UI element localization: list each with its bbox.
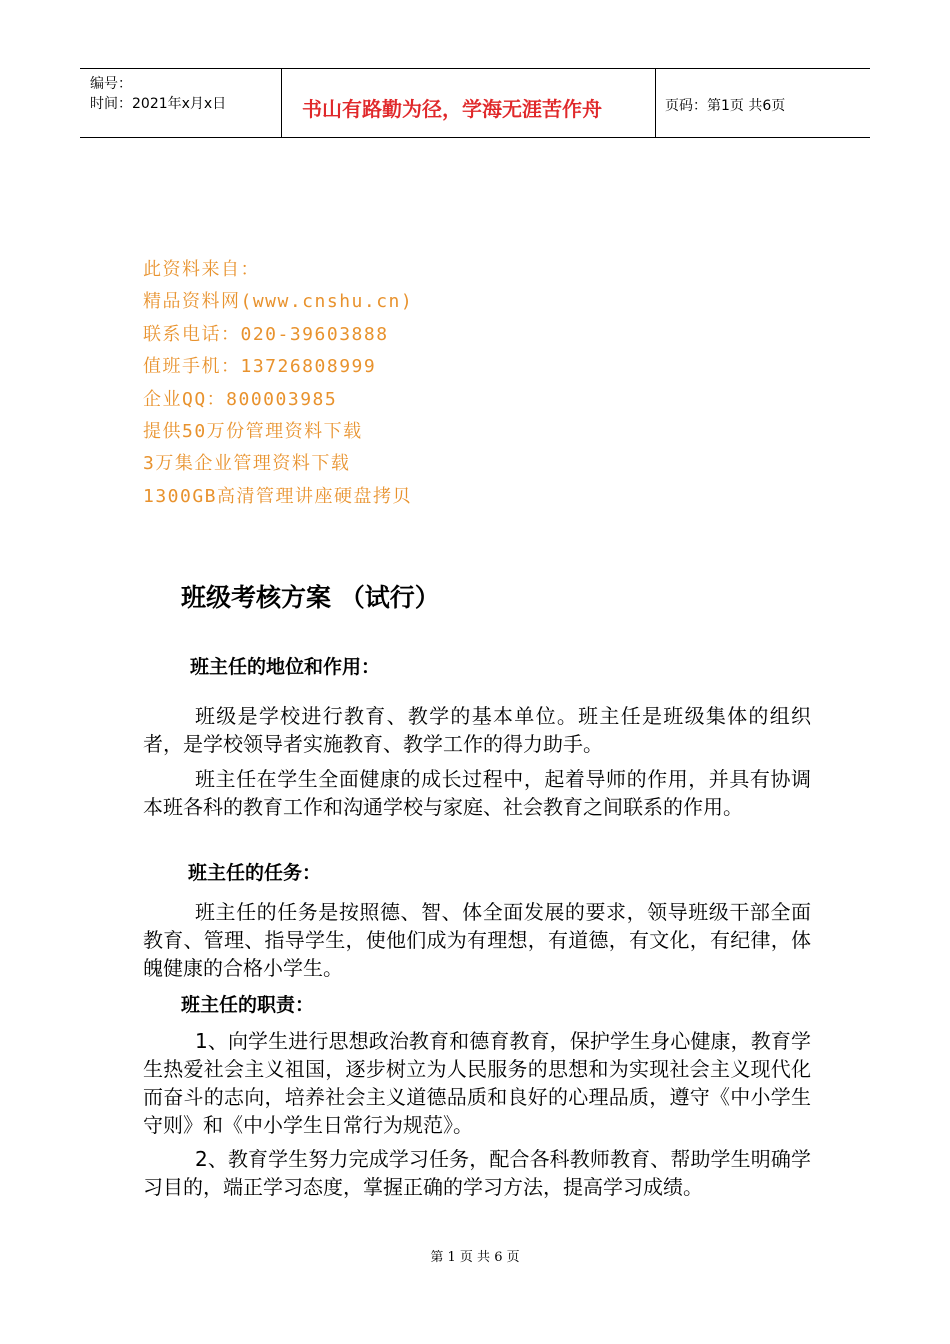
paragraph: 2、教育学生努力完成学习任务，配合各科教师教育、帮助学生明确学习目的，端正学习态度，掌握正确的学习方法，提高学习成绩。 (143, 1147, 811, 1199)
source-website: 精品资料网(www.cnshu.cn) (143, 291, 414, 313)
header-motto-cell (281, 69, 656, 137)
document-title: 班级考核方案 （试行） (181, 583, 440, 612)
document-date-label: 时间：2021年x月x日 (90, 96, 227, 112)
source-line: 1300GB高清管理讲座硬盘拷贝 (143, 485, 413, 507)
section-heading-tasks: 班主任的任务： (188, 862, 322, 884)
source-mobile: 值班手机：13726808999 (143, 356, 377, 378)
header-meta-cell (80, 69, 281, 137)
section-heading-role: 班主任的地位和作用： (190, 656, 381, 678)
paragraph: 班主任的任务是按照德、智、体全面发展的要求，领导班级干部全面教育、管理、指导学生，使他们成为有理想，有道德，有文化，有纪律，体魄健康的合格小学生。 (143, 900, 811, 980)
header-page-cell (655, 69, 870, 137)
document-number-label: 编号： (90, 76, 132, 92)
source-info-block (143, 254, 413, 513)
page-header (80, 68, 870, 138)
paragraph: 班级是学校进行教育、教学的基本单位。班主任是班级集体的组织者，是学校领导者实施教育、教学工作的得力助手。 (143, 704, 811, 756)
source-line: 此资料来自： (143, 259, 260, 280)
page-footer: 第 1 页 共 6 页 (430, 1250, 520, 1265)
source-line: 提供50万份管理资料下载 (143, 420, 363, 442)
source-qq: 企业QQ：800003985 (143, 388, 338, 410)
header-motto: 书山有路勤为径，学海无涯苦作舟 (302, 97, 602, 121)
source-phone: 联系电话：020-39603888 (143, 323, 389, 345)
source-line: 3万集企业管理资料下载 (143, 453, 351, 475)
paragraph: 班主任在学生全面健康的成长过程中，起着导师的作用，并具有协调本班各科的教育工作和沟通学校与家庭、社会教育之间联系的作用。 (143, 767, 811, 819)
header-page-info: 页码：第1页 共6页 (665, 98, 786, 114)
paragraph: 1、向学生进行思想政治教育和德育教育，保护学生身心健康，教育学生热爱社会主义祖国，逐步树立为人民服务的思想和为实现社会主义现代化而奋斗的志向，培养社会主义道德品质和良好的心理品质，遵守《中小学生守则》和《中小学生日常行为规范》。 (143, 1029, 811, 1137)
section-heading-duties: 班主任的职责： (181, 994, 315, 1016)
